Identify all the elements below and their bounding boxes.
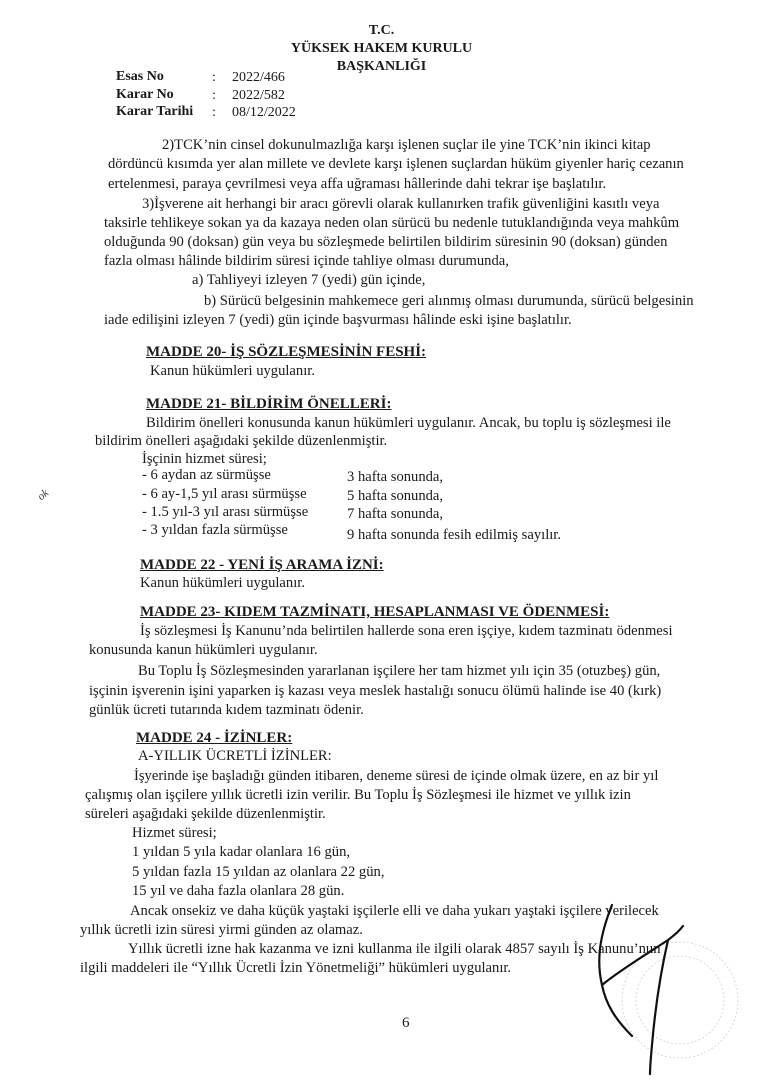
madde-24-line-9: yıllık ücretli izin süresi yirmi günden az olamaz. xyxy=(80,922,363,938)
header-court: YÜKSEK HAKEM KURULU xyxy=(290,41,473,56)
madde-23-line-5: günlük ücreti tutarında kıdem tazminatı ödenir. xyxy=(89,702,364,718)
madde-24-line-4: Hizmet süresi; xyxy=(132,825,217,841)
meta-value-esas: 2022/466 xyxy=(232,70,285,85)
madde-24-line-1: İşyerinde işe başladığı günden itibaren, deneme süresi de içinde olmak üzere, en az bir yıl xyxy=(134,768,659,784)
paragraph-2-line-2: dördüncü kısımda yer alan millete ve devlete karşı işlenen suçlardan hüküm giyenler hariç cezanın xyxy=(108,156,684,172)
meta-sep-karar: : xyxy=(212,88,216,103)
meta-sep-esas: : xyxy=(212,70,216,85)
madde-24-line-2: çalışmış olan işçilere yıllık ücretli izin verilir. Bu Toplu İş Sözleşmesi ile hizmet ve yıllık izin xyxy=(85,787,631,803)
paragraph-3-item-b-line-1: b) Sürücü belgesinin mahkemece geri alınmış olması durumunda, sürücü belgesinin xyxy=(204,293,694,309)
madde-24-line-8: Ancak onsekiz ve daha küçük yaştaki işçilerle elli ve daha yukarı yaştaki işçilere verilecek xyxy=(130,903,659,919)
madde-20-title: MADDE 20- İŞ SÖZLEŞMESİNİN FESHİ: xyxy=(146,344,427,360)
madde-23-line-3: Bu Toplu İş Sözleşmesinden yararlanan işçilere her tam hizmet yılı için 35 (otuzbeş) gün, xyxy=(138,663,661,679)
paragraph-3-line-4: fazla olması hâlinde bildirim süresi içinde tahliye olması durumunda, xyxy=(104,253,509,269)
paragraph-3-line-3: olduğunda 90 (doksan) gün veya bu sözleşmede belirtilen bildirim süresinin 90 (doksan) günden xyxy=(104,234,668,250)
header-tc: T.C. xyxy=(368,23,395,38)
notice-period-4: - 3 yıldan fazla sürmüşse xyxy=(142,522,288,538)
madde-23-title: MADDE 23- KIDEM TAZMİNATI, HESAPLANMASI VE ÖDENMESİ: xyxy=(140,604,610,620)
madde-24-line-5: 1 yıldan 5 yıla kadar olanlara 16 gün, xyxy=(132,844,351,860)
madde-21-title: MADDE 21- BİLDİRİM ÖNELLERİ: xyxy=(146,396,392,412)
madde-24-line-6: 5 yıldan fazla 15 yıldan az olanlara 22 gün, xyxy=(132,864,385,880)
meta-value-tarih: 08/12/2022 xyxy=(232,105,296,120)
madde-24-line-10: Yıllık ücretli izne hak kazanma ve izni kullanma ile ilgili olarak 4857 sayılı İş Kanunu’nun xyxy=(128,941,661,957)
madde-21-line-1: Bildirim önelleri konusunda kanun hükümleri uygulanır. Ancak, bu toplu iş sözleşmesi ile xyxy=(146,415,671,431)
notice-duration-3: 7 hafta sonunda, xyxy=(347,506,444,522)
madde-24-subtitle: A-YILLIK ÜCRETLİ İZİNLER: xyxy=(138,748,332,764)
meta-label-karar: Karar No xyxy=(116,87,174,102)
madde-23-line-2: konusunda kanun hükümleri uygulanır. xyxy=(89,642,318,658)
madde-24-line-3: süreleri aşağıdaki şekilde düzenlenmiştir. xyxy=(85,806,326,822)
meta-label-esas: Esas No xyxy=(116,69,164,84)
paragraph-3-line-1: 3)İşverene ait herhangi bir aracı görevli olarak kullanırken trafik güvenliğini kasıtlı veya xyxy=(142,196,660,212)
notice-duration-2: 5 hafta sonunda, xyxy=(347,488,444,504)
madde-21-line-2: bildirim önelleri aşağıdaki şekilde düzenlenmiştir. xyxy=(95,433,388,449)
paragraph-2-line-3: ertelenmesi, paraya çevrilmesi veya affa uğraması hâllerinde dahi tekrar işe başlatılır. xyxy=(108,176,607,192)
notice-duration-4: 9 hafta sonunda fesih edilmiş sayılır. xyxy=(347,527,562,543)
notice-period-1: - 6 aydan az sürmüşse xyxy=(142,467,271,483)
madde-20-text: Kanun hükümleri uygulanır. xyxy=(150,363,315,379)
header-presidency: BAŞKANLIĞI xyxy=(336,59,427,74)
notice-period-2: - 6 ay-1,5 yıl arası sürmüşse xyxy=(142,486,307,502)
handwritten-signature xyxy=(599,905,683,1074)
page-number: 6 xyxy=(402,1015,410,1031)
paragraph-3-item-b-line-2: iade edilişini izleyen 7 (yedi) gün içinde başvurması hâlinde eski işine başlatılır. xyxy=(104,312,572,328)
meta-sep-tarih: : xyxy=(212,105,216,120)
paragraph-3-line-2: taksirle tehlikeye sokan ya da kazaya neden olan sürücü bu nedenle tutuklandığında veya mahkûm xyxy=(104,215,680,231)
notice-period-3: - 1.5 yıl-3 yıl arası sürmüşse xyxy=(142,504,309,520)
madde-21-line-3: İşçinin hizmet süresi; xyxy=(142,451,267,467)
madde-23-line-1: İş sözleşmesi İş Kanunu’nda belirtilen hallerde sona eren işçiye, kıdem tazminatı ödenmesi xyxy=(140,623,673,639)
madde-22-title: MADDE 22 - YENİ İŞ ARAMA İZNİ: xyxy=(140,557,384,573)
madde-23-line-4: işçinin işverenin işini yaparken iş kazası veya meslek hastalığı sonucu ölümü halinde ise 40 (kırk) xyxy=(89,683,662,699)
margin-handwritten-mark: ok xyxy=(35,487,52,503)
meta-label-tarih: Karar Tarihi xyxy=(116,104,194,119)
paragraph-3-item-a: a) Tahliyeyi izleyen 7 (yedi) gün içinde, xyxy=(192,272,426,288)
notice-duration-1: 3 hafta sonunda, xyxy=(347,469,444,485)
madde-24-title: MADDE 24 - İZİNLER: xyxy=(136,730,293,746)
meta-value-karar: 2022/582 xyxy=(232,88,285,103)
madde-22-text: Kanun hükümleri uygulanır. xyxy=(140,575,305,591)
madde-24-line-7: 15 yıl ve daha fazla olanlara 28 gün. xyxy=(132,883,345,899)
madde-24-line-11: ilgili maddeleri ile “Yıllık Ücretli İzin Yönetmeliği” hükümleri uygulanır. xyxy=(80,960,512,976)
paragraph-2-line-1: 2)TCK’nin cinsel dokunulmazlığa karşı işlenen suçlar ile yine TCK’nin ikinci kitap xyxy=(162,137,651,153)
